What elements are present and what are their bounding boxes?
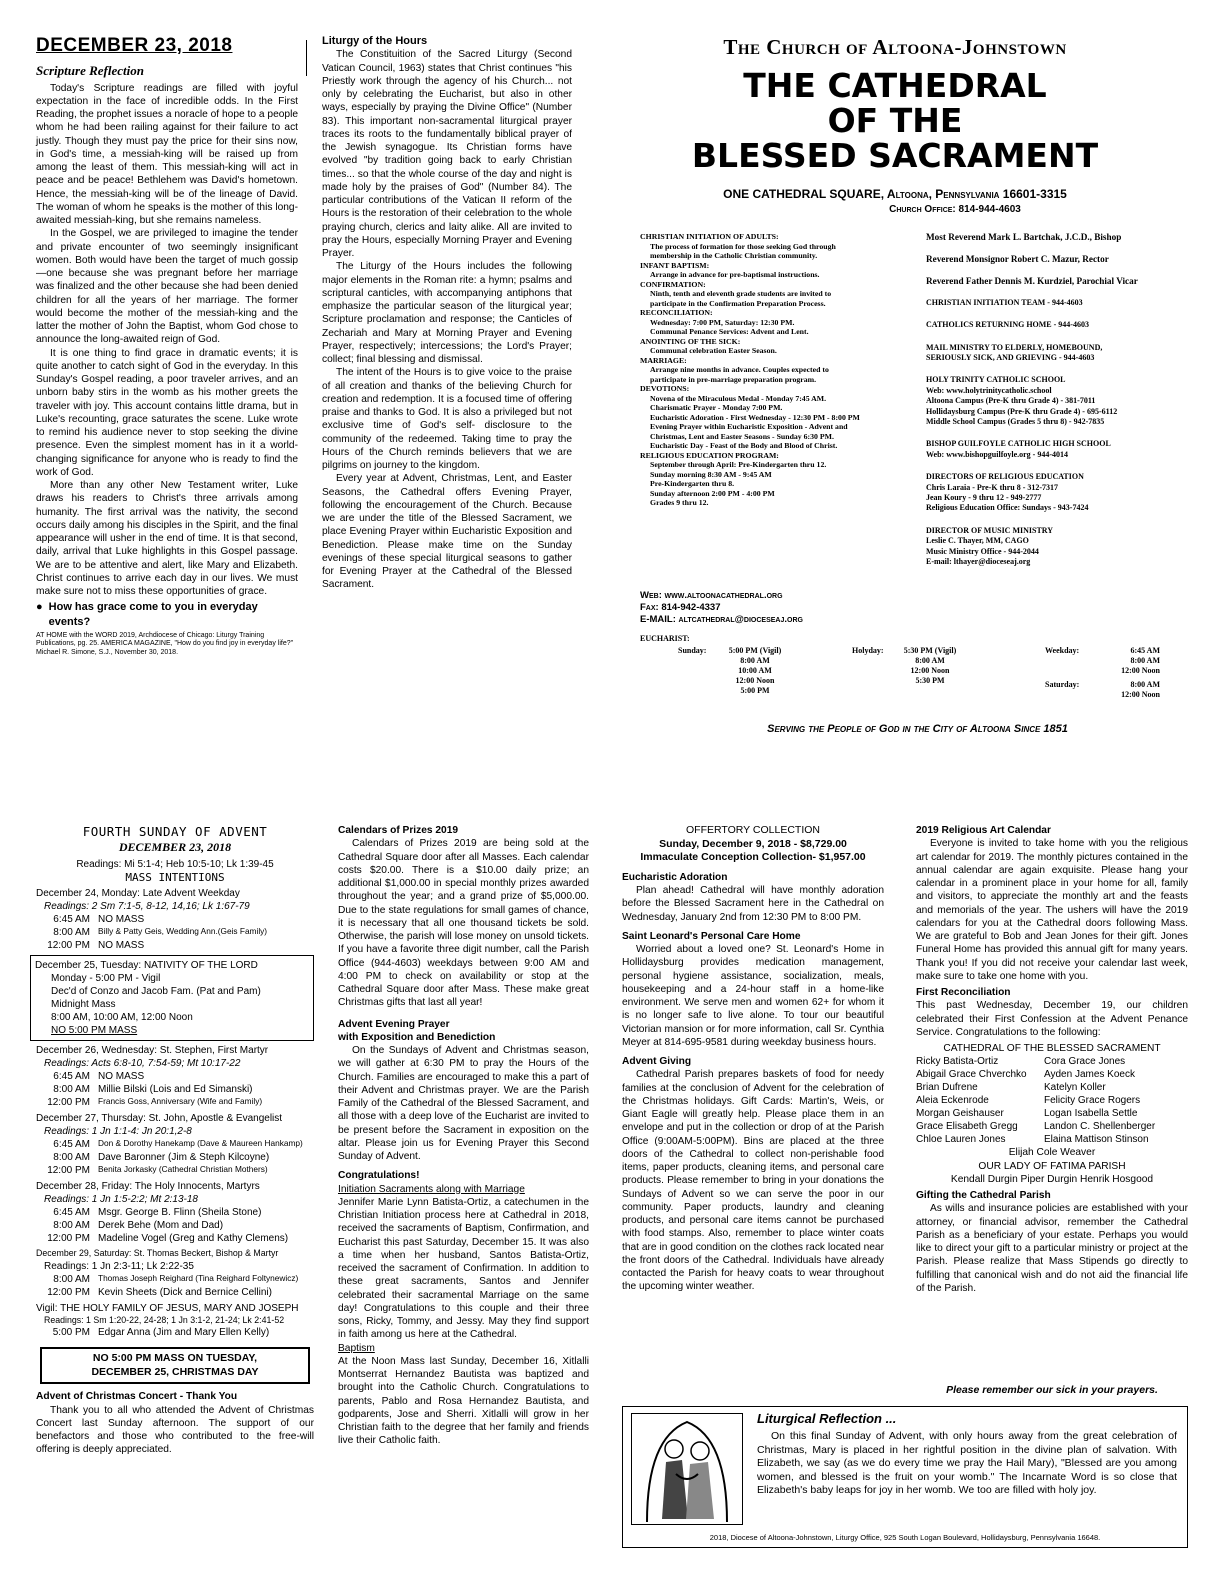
liturgical-reflection-box xyxy=(622,1406,1188,1548)
prizes-title: Calendars of Prizes 2019 xyxy=(338,825,459,836)
intention-row xyxy=(36,1273,314,1286)
staff-line: Hollidaysburg Campus (Pre-K thru Grade 4) - 695-6112 xyxy=(926,406,1118,416)
intention-row xyxy=(36,926,314,939)
day-title: December 24, Monday: Late Advent Weekday xyxy=(36,888,240,900)
liturgy-paragraph: The intent of the Hours is to give voice to the praise of all creation and thanks of the believing Church for creation and redemption. It is a focused time of offering praise and thanks to God. It is also a privileged but not exclusive time of God's self- disclosure to the community of the redeemed. Taking time to pray the Hours of the Church reminds believers that we are pilgrims on journey to the kingdom. xyxy=(322,367,572,472)
announcements-col4 xyxy=(916,824,1188,1295)
staff-line: CHRISTIAN INITIATION TEAM - 944-4603 xyxy=(926,297,1083,307)
announcements-col2 xyxy=(338,824,589,1448)
no-mass-notice: NO 5:00 PM MASS ON TUESDAY, DECEMBER 25, CHRISTMAS DAY xyxy=(40,1347,310,1384)
intention-name: Millie Bilski (Lois and Ed Simanski) xyxy=(98,1084,253,1096)
staff-line: MAIL MINISTRY TO ELDERLY, HOMEBOUND, xyxy=(926,342,1103,352)
day-readings: Readings: Acts 6:8-10, 7:54-59; Mt 10:17-22 xyxy=(44,1058,241,1070)
evening-title: Advent Evening Prayer xyxy=(338,1018,450,1030)
child-name: Felicity Grace Rogers xyxy=(1044,1095,1141,1107)
mass-time: 5:00 PM xyxy=(740,685,770,695)
sacrament-line: The process of formation for those seeking God through xyxy=(650,241,836,251)
reflection-footer: 2018, Diocese of Altoona-Johnstown, Liturgy Office, 925 South Logan Boulevard, Hollidaysburg, Pennsylvania 16648. xyxy=(709,1533,1101,1543)
advent-title: FOURTH SUNDAY OF ADVENT xyxy=(82,824,268,839)
sacrament-line: Novena of the Miraculous Medal - Monday 7:45 AM. xyxy=(650,393,827,403)
intention-time: 12:00 PM xyxy=(47,1233,90,1245)
sacrament-heading: CONFIRMATION: xyxy=(640,279,706,289)
name-row xyxy=(916,1107,1188,1120)
parish1: CATHEDRAL OF THE BLESSED SACRAMENT xyxy=(943,1043,1161,1054)
sacrament-line: Communal Penance Services: Advent and Lent. xyxy=(650,327,809,336)
leonard-text: Worried about a loved one? St. Leonard's Home in Hollidaysburg provides medication management, personal hygiene assistance, socialization, meals, housekeeping and a 24-hour staff in a home-like environment. We serve men and women 62+ for whom it is no longer safe to live alone. To tour our beautiful Victorian mansion or for more information, call Sr. Cynthia Meyer at 814-695-9581 during weekday business hours. xyxy=(622,944,884,1048)
day-title: December 26, Wednesday: St. Stephen, First Martyr xyxy=(36,1045,269,1057)
staff-line: HOLY TRINITY CATHOLIC SCHOOL xyxy=(926,375,1066,385)
sacraments-list xyxy=(640,232,915,508)
clergy-name: Reverend Father Dennis M. Kurdziel, Parochial Vicar xyxy=(926,275,1138,286)
intention-name: Francis Goss, Anniversary (Wife and Family) xyxy=(98,1096,263,1107)
staff-line: Altoona Campus (Pre-K thru Grade 4) - 381-7011 xyxy=(926,396,1096,406)
intention-name: Benita Jorkasky (Cathedral Christian Mothers) xyxy=(98,1164,268,1175)
intention-name: Billy & Patty Geis, Wedding Ann.(Geis Family) xyxy=(98,926,268,937)
liturgy-column xyxy=(322,34,572,592)
mass-time: 10:00 AM xyxy=(738,665,772,675)
day-readings: Readings: 2 Sm 7:1-5, 8-12, 14,16; Lk 1:67-79 xyxy=(44,901,250,913)
day-title: Vigil: THE HOLY FAMILY OF JESUS, MARY AND JOSEPH xyxy=(36,1302,299,1314)
staff-line: Leslie C. Thayer, MM, CAGO xyxy=(926,536,1029,546)
sacrament-line: Wednesday: 7:00 PM, Saturday: 12:30 PM. xyxy=(650,317,795,327)
intention-name: Thomas Joseph Reighard (Tina Reighard Foltynewicz) xyxy=(98,1272,299,1283)
day-readings: Readings: 1 Jn 2:3-11; Lk 2:22-35 xyxy=(44,1260,194,1272)
mass-time: 6:45 AM xyxy=(1130,645,1160,655)
child-name: Logan Isabella Settle xyxy=(1044,1108,1138,1120)
sacrament-line: participate in pre-marriage preparation program. xyxy=(650,374,817,384)
child-name: Elaina Mattison Stinson xyxy=(1044,1134,1149,1146)
intention-name: Dave Baronner (Jim & Steph Kilcoyne) xyxy=(98,1152,270,1164)
liturgy-paragraph: The Liturgy of the Hours includes the following major elements in the Roman rite: a hymn; psalms and scriptural canticles, with accompanying antiphons that emphasize the particular season of the liturgical year; Scripture proclamation and response; the Canticles of Zechariah and Mary at Morning Prayer and Evening Prayer, respectively; intercessions; the Lord's Prayer; collect; final blessing and dismissal. xyxy=(322,261,572,366)
reflection-question: ● How has grace come to you in everyday events? xyxy=(36,601,258,628)
name-row xyxy=(916,1055,1188,1068)
baptism-title: Baptism xyxy=(338,1342,375,1354)
sacrament-line: Christmas, Lent and Easter Seasons - Sunday 6:30 PM. xyxy=(650,431,834,441)
sacrament-heading: MARRIAGE: xyxy=(640,355,687,365)
staff-list xyxy=(926,232,1194,567)
staff-line: Web: www.bishopguilfoyle.org - 944-4014 xyxy=(926,449,1069,459)
scripture-paragraph: Today's Scripture readings are filled with joyful expectation in the face of incredible odds. In the First Reading, the prophet issues a noracle of hope to a people whom he had been railing against for their failure to act justly. Though they must pay the price for their sins now, in God's time, a messiah-king will be raised up from among the least of them. This messiah-king will act in peace and be peace! Bethlehem was David's hometown. Hence, the messiah-king will be of the lineage of David. The woman of whom he speaks is the mother of this long-awaited messiah-king, but she remains nameless. xyxy=(36,82,298,227)
art-title: 2019 Religious Art Calendar xyxy=(916,825,1051,836)
advent-date: DECEMBER 23, 2018 xyxy=(118,840,232,855)
mass-time: 12:00 Noon xyxy=(1121,689,1160,699)
box-line: December 25, Tuesday: NATIVITY OF THE LORD xyxy=(35,960,258,972)
intention-name: NO MASS xyxy=(98,914,145,926)
intention-time: 12:00 PM xyxy=(47,1097,90,1109)
child-name: Abigail Grace Chverchko xyxy=(916,1069,1027,1081)
child-name: Katelyn Koller xyxy=(1044,1082,1106,1094)
recon-title: First Reconciliation xyxy=(916,987,1011,998)
child-name: Ricky Batista-Ortiz xyxy=(916,1056,999,1068)
intention-time: 6:45 AM xyxy=(53,914,90,926)
intention-time: 12:00 PM xyxy=(47,1286,90,1298)
mass-time: 8:00 AM xyxy=(1130,655,1160,665)
clergy-name: Reverend Monsignor Robert C. Mazur, Rector xyxy=(926,253,1109,264)
intention-time: 12:00 PM xyxy=(47,940,90,952)
cathedral-title: THE CATHEDRAL OF THE BLESSED SACRAMENT xyxy=(691,66,1099,175)
address: ONE CATHEDRAL SQUARE, Altoona, Pennsylvania 16601-3315 xyxy=(723,187,1067,202)
name-row xyxy=(916,1068,1188,1081)
intention-time: 8:00 AM xyxy=(53,927,90,939)
intention-row xyxy=(36,1286,314,1299)
congrats-sub1: Initiation Sacraments along with Marriage xyxy=(338,1183,525,1195)
child-name: Ayden James Koeck xyxy=(1044,1069,1135,1081)
sacrament-heading: DEVOTIONS: xyxy=(640,384,690,393)
intention-row xyxy=(36,1232,314,1245)
child-name: Chloe Lauren Jones xyxy=(916,1134,1006,1146)
child-name: Morgan Geishauser xyxy=(916,1108,1004,1120)
sacrament-line: Eucharistic Day - Feast of the Body and Blood of Christ. xyxy=(650,441,838,450)
intention-name: NO MASS xyxy=(98,1071,145,1083)
name-row xyxy=(916,1120,1188,1133)
box-line: 8:00 AM, 10:00 AM, 12:00 Noon xyxy=(51,1012,193,1024)
intention-row xyxy=(36,939,314,952)
intention-time: 6:45 AM xyxy=(53,1207,90,1219)
staff-line: Chris Laraia - Pre-K thru 8 - 312-7317 xyxy=(926,482,1059,492)
child-name: Grace Elisabeth Gregg xyxy=(916,1121,1018,1133)
sacrament-line: September through April: Pre-Kindergarten thru 12. xyxy=(650,460,827,469)
child-name: Cora Grace Jones xyxy=(1044,1056,1126,1068)
name-row xyxy=(916,1094,1188,1107)
intention-time: 8:00 AM xyxy=(53,1220,90,1232)
intention-time: 8:00 AM xyxy=(53,1152,90,1164)
day-readings: Readings: 1 Jn 1:5-2:2; Mt 2:13-18 xyxy=(44,1194,198,1206)
intention-time: 6:45 AM xyxy=(53,1071,90,1083)
reflection-text: On this final Sunday of Advent, with only hours away from the great celebration of Christmas, Mary is placed in her rightful position in the divine plan of salvation. With Elizabeth, we say (as we do every time we pray the Hail Mary), "Blessed are you among women, and blessed is the fruit on your womb." The Incarnate Word is so close that Elizabeth's baby leaps for joy in her womb. We too are filled with holy joy. xyxy=(757,1429,1177,1497)
box-line: Midnight Mass xyxy=(51,999,116,1011)
citation: AT HOME with the WORD 2019, Archdiocese of Chicago: Liturgy Training Publications, pg. 25. AMERICA MAGAZINE, "How do you find joy in everyday life?" Michael R. Simone, S.J., November 30, 2018. xyxy=(36,631,294,656)
child-name: Aleia Eckenrode xyxy=(916,1095,989,1107)
intention-row xyxy=(36,1151,314,1164)
liturgy-paragraph: The Constituition of the Sacred Liturgy (Second Vatican Council, 1963) states that Christ continues "his Priestly work through the agency of his Church... not only by celebrating the Eucharist, but also in other ways, especially by praying the Divine Office" (Number 83). This important non-sacramental liturgical prayer traces its roots to the fundamentally biblical prayer of the Jewish synagogue. Its Christian forms have evolved "by tradition going back to early Christian times... so that the whole course of the day and night is made holy by the praises of God" (Number 84). The particular contributions of the Vatican II reform of the Hours is the restoration of their celebration to the whole praying church, clerics and laity alike. All are invited to pray the Hours, especially Morning Prayer and Evening Prayer. xyxy=(322,49,572,260)
intention-name: Don & Dorothy Hanekamp (Dave & Maureen Hankamp) xyxy=(98,1138,303,1149)
scripture-paragraph: It is one thing to find grace in dramatic events; it is quite another to catch sight of God in the everyday. In this Sunday's Gospel reading, a poor traveler arrives, and an unborn baby stirs in the womb as his mother greets the traveler with joy. This account contains little drama, but in Luke's recounting, grace saturates the scene. Luke wrote to remind his audience never to stop seeking the divine presence. Even the simplest moment has in it a world-changing significance for anyone who is ready to find the work of God. xyxy=(36,347,298,478)
intention-name: Edgar Anna (Jim and Mary Ellen Kelly) xyxy=(98,1326,270,1338)
intention-time: 12:00 PM xyxy=(47,1165,90,1177)
fax: Fax: 814-942-4337 xyxy=(640,601,721,613)
evening-subtitle: with Exposition and Benediction xyxy=(338,1031,496,1043)
intention-row xyxy=(36,1164,314,1177)
staff-line: Religious Education Office: Sundays - 943-7424 xyxy=(926,503,1089,513)
diocese-line: The Church of Altoona-Johnstown xyxy=(723,35,1067,59)
visitation-illustration xyxy=(631,1413,743,1525)
intention-name: Derek Behe (Mom and Dad) xyxy=(98,1220,224,1232)
box-line: Monday - 5:00 PM - Vigil xyxy=(51,973,161,985)
evening-text: On the Sundays of Advent and Christmas season, we will gather at 6:30 PM to pray the Hours of the Church. Families are encouraged to make this a part of their Advent and Christmas prayer. We are the Parish Family of the Cathedral of the Blessed Sacrament, and all those with a deep love of the Eucharist are invited to be present before the Sacrament in exposition on the altar. Please join us for Evening Prayer this Second Sunday of Advent. xyxy=(338,1045,589,1162)
intention-row xyxy=(36,1219,314,1232)
day-title: December 28, Friday: The Holy Innocents, Martyrs xyxy=(36,1181,260,1193)
sacrament-line: Arrange nine months in advance. Couples expected to xyxy=(650,365,829,374)
clergy-name: Most Reverend Mark L. Bartchak, J.C.D., Bishop xyxy=(926,232,1122,242)
scripture-column xyxy=(36,34,298,657)
child-name: Landon C. Shellenberger xyxy=(1044,1121,1156,1133)
adoration-title: Eucharistic Adoration xyxy=(622,871,728,883)
divider xyxy=(306,40,307,76)
name-row xyxy=(916,1133,1188,1146)
mass-title: MASS INTENTIONS xyxy=(125,870,225,884)
sacrament-line: membership in the Catholic Christian community. xyxy=(650,251,818,260)
day-readings: Readings: 1 Jn 1:1-4: Jn 20:1,2-8 xyxy=(44,1126,192,1138)
sacrament-heading: RELIGIOUS EDUCATION PROGRAM: xyxy=(640,450,779,460)
sacrament-line: Communal celebration Easter Season. xyxy=(650,346,777,355)
intention-row xyxy=(36,1326,314,1339)
concert-text: Thank you to all who attended the Advent of Christmas Concert last Sunday afternoon. The support of our benefactors and those who contributed to the free-will offering is deeply appreciated. xyxy=(36,1404,314,1456)
sacrament-heading: CHRISTIAN INITIATION OF ADULTS: xyxy=(640,232,779,241)
sick-prayers: Please remember our sick in your prayers. xyxy=(946,1384,1158,1396)
liturgy-paragraph: Every year at Advent, Christmas, Lent, and Easter Seasons, the Cathedral offers Evening Prayer, following the encouragement of the Church. Because we are under the title of the Blessed Sacrament, we place Evening Prayer within Eucharistic Exposition and Benediction. Please make time on the Sunday evenings of these special liturgical seasons to gather for Evening Prayer at the Cathedral of the Blessed Sacrament. xyxy=(322,473,572,591)
intention-time: 8:00 AM xyxy=(53,1273,90,1285)
church-office: Church Office: 814-944-4603 xyxy=(889,203,1021,215)
staff-line: CATHOLICS RETURNING HOME - 944-4603 xyxy=(926,320,1089,330)
sacrament-line: Evening Prayer within Eucharistic Exposition - Advent and xyxy=(650,422,848,431)
day-readings: Readings: 1 Sm 1:20-22, 24-28; 1 Jn 3:1-2, 21-24; Lk 2:41-52 xyxy=(44,1314,285,1325)
masthead xyxy=(600,34,1190,216)
day-title: December 29, Saturday: St. Thomas Beckert, Bishop & Martyr xyxy=(36,1248,279,1259)
leonard-title: Saint Leonard's Personal Care Home xyxy=(622,930,801,942)
sacrament-line: Eucharistic Adoration - First Wednesday - 12:30 PM - 8:00 PM xyxy=(650,412,860,422)
gifting-title: Gifting the Cathedral Parish xyxy=(916,1190,1051,1201)
sacrament-line: Sunday afternoon 2:00 PM - 4:00 PM xyxy=(650,488,775,498)
staff-line: Jean Koury - 9 thru 12 - 949-2777 xyxy=(926,492,1042,502)
intention-name: Kevin Sheets (Dick and Bernice Cellini) xyxy=(98,1286,272,1298)
sacrament-heading: INFANT BAPTISM: xyxy=(640,260,710,270)
sacrament-heading: ANOINTING OF THE SICK: xyxy=(640,336,741,346)
serving-banner: Serving the People of God in the City of Altoona Since 1851 xyxy=(767,723,1068,735)
day-title: December 27, Thursday: St. John, Apostle & Evangelist xyxy=(36,1113,283,1125)
adoration-text: Plan ahead! Cathedral will have monthly adoration before the Blessed Sacrament here in the Cathedral on Wednesday, January 2nd from 12:30 PM to 8:00 PM. xyxy=(622,885,884,923)
christmas-box xyxy=(30,955,314,1041)
intention-name: Msgr. George B. Flinn (Sheila Stone) xyxy=(98,1207,262,1219)
intention-row xyxy=(36,1096,314,1109)
sacrament-heading: RECONCILIATION: xyxy=(640,308,713,317)
name-row xyxy=(916,1081,1188,1094)
offertory: OFFERTORY COLLECTION Sunday, December 9, 2018 - $8,729.00 Immaculate Conception Collection- $1,957.00 xyxy=(640,824,866,864)
eucharist-schedule: EUCHARIST: Sunday: 5:00 PM (Vigil) 8:00 AM 10:00 AM 12:00 Noon 5:00 PM Holyday: 5:30 PM (Vigil) 8:00 AM 12:00 Noon 5:30 PM Weekday: 6:45 AM 8:00 AM 12:00 Noon Saturday: 8:00 AM 12:00 Noon xyxy=(640,634,1160,699)
last-name: Elijah Cole Weaver xyxy=(1008,1147,1096,1159)
sacrament-line: Sunday morning 8:30 AM - 9:45 AM xyxy=(650,469,772,479)
recon-text: This past Wednesday, December 19, our children celebrated their First Confession at the Advent Penance Service. Congratulations to the following: xyxy=(916,1000,1188,1038)
sacrament-line: Ninth, tenth and eleventh grade students are invited to xyxy=(650,289,832,298)
staff-line: BISHOP GUILFOYLE CATHOLIC HIGH SCHOOL xyxy=(926,439,1111,449)
scripture-paragraph: More than any other New Testament writer, Luke draws his readers to Christ's three arrivals among humanity. The first arrival was the nativity, the second occurs daily among his disciples in the Spirit, and the final appearance will usher in the end of time. It is that second, daily, arrival that Luke highlights in this Gospel passage. We are to be attentive and alert, like Mary and Elizabeth. Christ continues to arrive each day in our lives. We must make sure not to miss these opportunities of grace. xyxy=(36,480,298,598)
congrats-title: Congratulations! xyxy=(338,1170,420,1182)
intention-name: NO MASS xyxy=(98,940,145,952)
intention-row xyxy=(36,1083,314,1096)
scripture-title: Scripture Reflection xyxy=(36,62,144,78)
sacrament-line: participate in the Confirmation Preparation Process. xyxy=(650,298,826,308)
staff-line: DIRECTORS OF RELIGIOUS EDUCATION xyxy=(926,472,1084,482)
sacrament-line: Pre-Kindergarten thru 8. xyxy=(650,479,735,488)
email-link[interactable]: E-MAIL: altcathedral@dioceseaj.org xyxy=(640,613,803,625)
giving-title: Advent Giving xyxy=(622,1056,692,1068)
sacrament-line: Charismatic Prayer - Monday 7:00 PM. xyxy=(650,403,783,412)
parish2: OUR LADY OF FATIMA PARISH xyxy=(978,1160,1126,1172)
scripture-paragraph: In the Gospel, we are privileged to imagine the tender and private encounter of two seemingly insignificant women. Both would have been the target of much gossip—one because she was pregnant before her marriage was finalized and the other because she had been denied children for all the years of her marriage. The former would become the mother of the messiah-king and the latter the mother of John the Baptist, whom God chose to announce the long-awaited reign of God. xyxy=(36,228,298,346)
liturgy-title: Liturgy of the Hours xyxy=(322,35,428,47)
staff-line: DIRECTOR OF MUSIC MINISTRY xyxy=(926,525,1054,535)
box-line: Dec'd of Conzo and Jacob Fam. (Pat and Pam) xyxy=(51,986,261,998)
fatima-names: Kendall Durgin Piper Durgin Henrik Hosgood xyxy=(950,1173,1154,1185)
mass-time: 12:00 Noon xyxy=(735,675,775,685)
date-heading: DECEMBER 23, 2018 xyxy=(36,35,233,56)
staff-line: Web: www.holytrinitycatholic.school xyxy=(926,385,1052,395)
gifting-text: As wills and insurance policies are established with your attorney, or financial advisor, remember the Cathedral Parish as a beneficiary of your estate. Perhaps you would like to direct your gift to a particular ministry or project at the Parish. Please realize that Mass Stipends go directly to fulfilling that canonical wish and do not aid the financial life of the Parish. xyxy=(916,1203,1188,1294)
website-link[interactable]: Web: www.altoonacathedral.org xyxy=(640,590,783,601)
mass-time: 5:00 PM (Vigil) xyxy=(728,645,782,655)
intention-time: 5:00 PM xyxy=(52,1326,90,1338)
mass-intentions xyxy=(36,824,314,1457)
mass-time: 5:30 PM xyxy=(915,675,945,685)
staff-line: E-mail: lthayer@dioceseaj.org xyxy=(926,556,1031,566)
staff-line: SERIOUSLY SICK, AND GRIEVING - 944-4603 xyxy=(926,353,1095,363)
advent-readings: Readings: Mi 5:1-4; Heb 10:5-10; Lk 1:39-45 xyxy=(76,858,274,870)
intention-time: 8:00 AM xyxy=(53,1084,90,1096)
mass-time: 5:30 PM (Vigil) xyxy=(903,645,957,655)
child-name: Brian Dufrene xyxy=(916,1082,978,1094)
sacrament-line: Grades 9 thru 12. xyxy=(650,498,709,507)
mass-time: 12:00 Noon xyxy=(910,665,950,675)
reflection-title: Liturgical Reflection ... xyxy=(757,1411,897,1426)
intention-time: 6:45 AM xyxy=(53,1139,90,1151)
intention-row xyxy=(36,1206,314,1219)
mass-time: 12:00 Noon xyxy=(1121,665,1160,675)
box-line: NO 5:00 PM MASS xyxy=(51,1025,138,1037)
intention-row xyxy=(36,913,314,926)
staff-line: Music Ministry Office - 944-2044 xyxy=(926,546,1039,556)
intention-name: Madeline Vogel (Greg and Kathy Clemens) xyxy=(98,1233,289,1245)
concert-title: Advent of Christmas Concert - Thank You xyxy=(36,1391,238,1403)
staff-line: Middle School Campus (Grades 5 thru 8) - 942-7835 xyxy=(926,416,1105,426)
mass-time: 8:00 AM xyxy=(915,655,945,665)
giving-text: Cathedral Parish prepares baskets of food for needy families at the conclusion of Advent for the celebration of the Christmas holidays. Gift Cards: Martin's, Weis, or Giant Eagle will greatly help. Please place them in an envelope and put in the collection or drop of at the Parish Office (9:00AM-5:00PM). Bins are placed at the three doors of the Cathedral to collect non-perishable food items, paper products, cleaning items, and personal care products. Please remember to bring in your donations the Sundays of Advent so we can serve the poor in our community. Paper products, laundry and cleaning products, and personal care items cannot be purchased with food stamps. Also, remember to place winter coats that are in good condition on the clothes rack located near the front doors of the Cathedral. Individuals have already contacted the Parish for heavy coats to wear throughout the upcoming winter weather. xyxy=(622,1069,884,1293)
mass-time: 8:00 AM xyxy=(740,655,770,665)
congrats-text1: Jennifer Marie Lynn Batista-Ortiz, a catechumen in the Christian Initiation process here at Cathedral in 2018, received the sacraments of Baptism, Confirmation, and Eucharist this past Saturday, December 15. It was also a time when her husband, Santos Batista-Ortiz, received the sacrament of Confirmation. In addition to these great sacraments, Santos and Jennifer celebrated their sacramental Marriage on the same day! Congratulations to this couple and their three sons, Ricky, Tommy, and Jessy. May they find support in faith among us here at the Cathedral. xyxy=(338,1196,589,1341)
prizes-text: Calendars of Prizes 2019 are being sold at the Cathedral Square door after all Masses. Each calendar costs $20.00. There is a $10.00 daily prize; an additional $1,000.00 in special monthly prizes awarded throughout the year; and a grand prize of $5,000.00. Due to the state regulations for small games of chance, it is necessary that all one thousand tickets be sold. Otherwise, the parish will lose money on unsold tickets. If you have a favorite three digit number, call the Parish Office (944-4603) weekdays between 9:00 AM and 4:00 PM to check on availability or stop at the Cathedral Square door after Mass. These make great Christmas gifts that last all year! xyxy=(338,838,589,1009)
art-text: Everyone is invited to take home with you the religious art calendar for 2019. The monthly pictures contained in the annual calendar are again exquisite. Please hang your calendar in a prominent place in your home for all, family and visitors, to appreciate the monthly art and the feasts and memorials of the year. The ushers will have the 2019 calendars for you at the Cathedral doors following Mass. We are grateful to Bob and Jean Jones for their gift. Jones Funeral Home has provided this annual gift for many years. Thank you! If you did not receive your calendar last week, make sure to take one home with you. xyxy=(916,838,1188,982)
intention-row xyxy=(36,1138,314,1151)
baptism-text: At the Noon Mass last Sunday, December 16, Xitlalli Montserrat Hernandez Bautista was baptized and brought into the Catholic Church. Congratulations to parents, Pablo and Rosa Hernandez Bautista, and godparents, Jose and Sherri. Xitlalli will grow in her Christian faith to the degree that her family and friends live their Catholic faith. xyxy=(338,1355,589,1447)
mass-time: 8:00 AM xyxy=(1130,679,1160,689)
sacrament-line: Arrange in advance for pre-baptismal instructions. xyxy=(650,270,820,279)
intention-row xyxy=(36,1070,314,1083)
contact-info xyxy=(640,590,915,626)
announcements-col3 xyxy=(622,824,884,1294)
